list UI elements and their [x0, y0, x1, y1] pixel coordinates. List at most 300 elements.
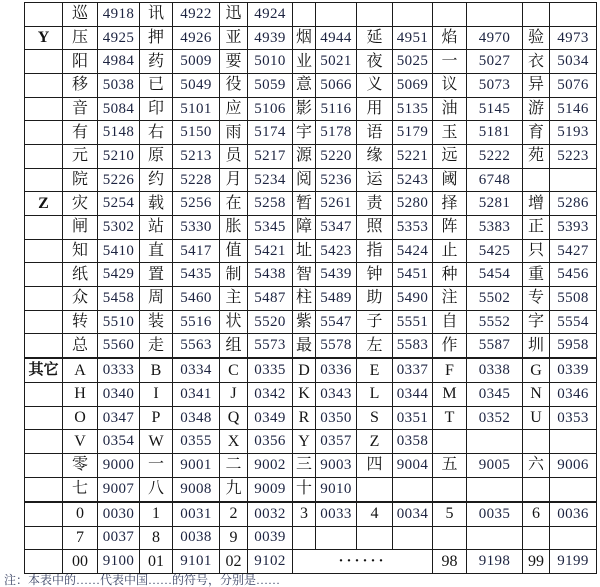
char-cell: 阅 — [293, 168, 316, 192]
code-cell: 0030 — [98, 502, 140, 526]
char-cell: 钟 — [357, 263, 393, 287]
code-cell — [550, 526, 597, 550]
table-row — [25, 216, 597, 240]
code-cell: 5106 — [248, 97, 293, 121]
code-cell: 0351 — [393, 406, 433, 430]
char-cell: H — [63, 383, 98, 407]
char-cell — [523, 430, 550, 454]
table-row — [25, 359, 597, 383]
char-cell: 雨 — [220, 121, 248, 145]
char-cell: 9 — [220, 526, 248, 550]
char-cell: 有 — [63, 121, 98, 145]
code-cell: 0340 — [98, 383, 140, 407]
code-cell: 0033 — [316, 502, 357, 526]
code-cell: 5583 — [393, 334, 433, 358]
code-cell: 0352 — [467, 406, 523, 430]
char-cell — [357, 3, 393, 27]
code-cell: 0337 — [393, 359, 433, 383]
char-cell: O — [63, 406, 98, 430]
char-cell: M — [433, 383, 467, 407]
char-cell: 印 — [140, 97, 173, 121]
code-cell: 0038 — [173, 526, 220, 550]
table-row — [25, 550, 597, 574]
char-cell: 原 — [140, 145, 173, 169]
char-cell: I — [140, 383, 173, 407]
char-cell: 站 — [140, 216, 173, 240]
code-cell: 0348 — [173, 406, 220, 430]
code-cell: 0342 — [248, 383, 293, 407]
code-cell: 5179 — [393, 121, 433, 145]
table-row — [25, 192, 597, 216]
char-cell: A — [63, 359, 98, 383]
code-cell: 5490 — [393, 287, 433, 311]
code-cell: 0357 — [316, 430, 357, 454]
char-cell: E — [357, 359, 393, 383]
char-cell: 自 — [433, 310, 467, 334]
char-cell: 验 — [523, 26, 550, 50]
char-cell: J — [220, 383, 248, 407]
char-cell: 照 — [357, 216, 393, 240]
code-cell: 0343 — [316, 383, 357, 407]
code-cell: 5286 — [550, 192, 597, 216]
code-cell: 0039 — [248, 526, 293, 550]
char-cell: 3 — [293, 502, 316, 526]
code-cell: 5280 — [393, 192, 433, 216]
char-cell: 夜 — [357, 50, 393, 74]
code-cell: 5116 — [316, 97, 357, 121]
code-cell: 5038 — [98, 74, 140, 98]
code-table-body — [25, 3, 597, 574]
code-cell: 5454 — [467, 263, 523, 287]
char-cell: 应 — [220, 97, 248, 121]
code-cell: 5009 — [173, 50, 220, 74]
code-cell: 5210 — [98, 145, 140, 169]
table-row — [25, 526, 597, 550]
code-cell: 9009 — [248, 477, 293, 501]
code-cell: 4973 — [550, 26, 597, 50]
table-row — [25, 287, 597, 311]
char-cell: 要 — [220, 50, 248, 74]
char-cell: 左 — [357, 334, 393, 358]
section-label-cell — [25, 526, 63, 550]
code-cell: 5554 — [550, 310, 597, 334]
char-cell: X — [220, 430, 248, 454]
char-cell: 直 — [140, 239, 173, 263]
char-cell: 七 — [63, 477, 98, 501]
code-cell: 5438 — [248, 263, 293, 287]
code-cell: 5021 — [316, 50, 357, 74]
char-cell: 役 — [220, 74, 248, 98]
char-cell: 元 — [63, 145, 98, 169]
char-cell: 子 — [357, 310, 393, 334]
char-cell: 制 — [220, 263, 248, 287]
code-cell: 0031 — [173, 502, 220, 526]
code-cell: 9008 — [173, 477, 220, 501]
char-cell: T — [433, 406, 467, 430]
char-cell: 游 — [523, 97, 550, 121]
char-cell: 0 — [63, 502, 98, 526]
char-cell: 苑 — [523, 145, 550, 169]
code-cell: 9004 — [393, 454, 433, 478]
code-cell: 5435 — [173, 263, 220, 287]
char-cell: 柱 — [293, 287, 316, 311]
code-cell: 9199 — [550, 550, 597, 574]
char-cell: B — [140, 359, 173, 383]
code-cell: 5353 — [393, 216, 433, 240]
code-cell: 0338 — [467, 359, 523, 383]
code-cell: 5424 — [393, 239, 433, 263]
code-cell: 5069 — [393, 74, 433, 98]
char-cell: 缘 — [357, 145, 393, 169]
code-cell — [550, 168, 597, 192]
char-cell: 员 — [220, 145, 248, 169]
code-cell: 5221 — [393, 145, 433, 169]
code-cell: 0353 — [550, 406, 597, 430]
code-cell: 5254 — [98, 192, 140, 216]
code-cell: 0346 — [550, 383, 597, 407]
section-label-cell — [25, 216, 63, 240]
code-cell: 4925 — [98, 26, 140, 50]
code-cell: 5520 — [248, 310, 293, 334]
table-row — [25, 430, 597, 454]
section-label-cell: Z — [25, 192, 63, 216]
code-cell: 5025 — [393, 50, 433, 74]
char-cell: 三 — [293, 454, 316, 478]
code-cell: 0347 — [98, 406, 140, 430]
code-cell: 0345 — [467, 383, 523, 407]
char-cell: 只 — [523, 239, 550, 263]
section-label-cell — [25, 454, 63, 478]
code-cell: 0354 — [98, 430, 140, 454]
char-cell: 阵 — [433, 216, 467, 240]
code-cell: 5451 — [393, 263, 433, 287]
section-label-cell — [25, 406, 63, 430]
section-label-cell — [25, 239, 63, 263]
code-cell: 9003 — [316, 454, 357, 478]
section-label-cell — [25, 145, 63, 169]
char-cell: 紫 — [293, 310, 316, 334]
char-cell: 源 — [293, 145, 316, 169]
code-cell: 0350 — [316, 406, 357, 430]
code-cell: 5223 — [550, 145, 597, 169]
char-cell: 压 — [63, 26, 98, 50]
code-cell — [550, 430, 597, 454]
code-cell: 5347 — [316, 216, 357, 240]
char-cell: 圳 — [523, 334, 550, 358]
code-cell: 4951 — [393, 26, 433, 50]
section-label-cell — [25, 50, 63, 74]
code-cell: 5516 — [173, 310, 220, 334]
char-cell: 暂 — [293, 192, 316, 216]
code-cell: 0336 — [316, 359, 357, 383]
code-cell: 5059 — [248, 74, 293, 98]
char-cell — [523, 477, 550, 501]
char-cell — [433, 526, 467, 550]
code-cell: 5243 — [393, 168, 433, 192]
code-cell: 5145 — [467, 97, 523, 121]
code-cell: 9101 — [173, 550, 220, 574]
char-cell: 讯 — [140, 3, 173, 27]
char-cell: Z — [357, 430, 393, 454]
char-cell: 责 — [357, 192, 393, 216]
char-cell: 主 — [220, 287, 248, 311]
char-cell: 移 — [63, 74, 98, 98]
section-label-cell — [25, 334, 63, 358]
code-cell: 5563 — [173, 334, 220, 358]
code-cell: 5066 — [316, 74, 357, 98]
code-cell: 5423 — [316, 239, 357, 263]
code-cell: 6748 — [467, 168, 523, 192]
code-cell: 9005 — [467, 454, 523, 478]
code-cell: 9007 — [98, 477, 140, 501]
code-cell: 5220 — [316, 145, 357, 169]
section-label-cell — [25, 168, 63, 192]
char-cell: 状 — [220, 310, 248, 334]
char-cell — [293, 3, 316, 27]
char-cell: 异 — [523, 74, 550, 98]
section-label-cell — [25, 550, 63, 574]
code-cell: 5217 — [248, 145, 293, 169]
code-cell: 4944 — [316, 26, 357, 50]
char-cell: 正 — [523, 216, 550, 240]
char-cell: 障 — [293, 216, 316, 240]
code-cell: 5393 — [550, 216, 597, 240]
char-cell: 闸 — [63, 216, 98, 240]
char-cell: 衣 — [523, 50, 550, 74]
code-cell: 5178 — [316, 121, 357, 145]
code-cell — [393, 477, 433, 501]
char-cell: 98 — [433, 550, 467, 574]
code-cell: 5508 — [550, 287, 597, 311]
code-cell: 5034 — [550, 50, 597, 74]
char-cell: 作 — [433, 334, 467, 358]
char-cell: 增 — [523, 192, 550, 216]
char-cell: 止 — [433, 239, 467, 263]
char-cell — [433, 477, 467, 501]
code-cell: 5456 — [550, 263, 597, 287]
char-cell: 8 — [140, 526, 173, 550]
code-cell: 5458 — [98, 287, 140, 311]
char-cell: 值 — [220, 239, 248, 263]
code-cell: 5417 — [173, 239, 220, 263]
section-label-cell — [25, 263, 63, 287]
code-cell: 9102 — [248, 550, 293, 574]
char-cell: 亚 — [220, 26, 248, 50]
code-cell — [393, 526, 433, 550]
section-label-cell — [25, 3, 63, 27]
char-cell: 胀 — [220, 216, 248, 240]
char-cell: 最 — [293, 334, 316, 358]
code-cell: 5258 — [248, 192, 293, 216]
char-cell: 02 — [220, 550, 248, 574]
table-row — [25, 3, 597, 27]
code-cell: 9002 — [248, 454, 293, 478]
code-cell: 5573 — [248, 334, 293, 358]
char-cell: 总 — [63, 334, 98, 358]
code-cell: 0333 — [98, 359, 140, 383]
code-cell: 5084 — [98, 97, 140, 121]
char-cell: 五 — [433, 454, 467, 478]
char-cell — [523, 168, 550, 192]
char-cell: 育 — [523, 121, 550, 145]
ellipsis-cell: ······ — [293, 550, 433, 574]
char-cell: 装 — [140, 310, 173, 334]
code-cell: 4939 — [248, 26, 293, 50]
char-cell: 音 — [63, 97, 98, 121]
char-cell: 址 — [293, 239, 316, 263]
code-cell: 4922 — [173, 3, 220, 27]
code-cell: 5383 — [467, 216, 523, 240]
code-cell: 5510 — [98, 310, 140, 334]
char-cell: L — [357, 383, 393, 407]
code-cell: 5073 — [467, 74, 523, 98]
code-cell: 0037 — [98, 526, 140, 550]
char-cell: 在 — [220, 192, 248, 216]
code-cell: 5330 — [173, 216, 220, 240]
table-row — [25, 383, 597, 407]
char-cell: 药 — [140, 50, 173, 74]
code-cell: 9010 — [316, 477, 357, 501]
table-row — [25, 239, 597, 263]
code-cell: 0355 — [173, 430, 220, 454]
char-cell: 4 — [357, 502, 393, 526]
char-cell: 00 — [63, 550, 98, 574]
code-cell: 5049 — [173, 74, 220, 98]
char-cell: S — [357, 406, 393, 430]
code-cell: 5578 — [316, 334, 357, 358]
char-cell: 重 — [523, 263, 550, 287]
table-row — [25, 454, 597, 478]
code-cell: 5076 — [550, 74, 597, 98]
char-cell: 二 — [220, 454, 248, 478]
char-cell — [433, 430, 467, 454]
section-label-cell: Y — [25, 26, 63, 50]
table-row — [25, 168, 597, 192]
char-cell: 九 — [220, 477, 248, 501]
code-cell: 4970 — [467, 26, 523, 50]
char-cell: F — [433, 359, 467, 383]
code-cell: 5560 — [98, 334, 140, 358]
code-cell — [316, 3, 357, 27]
char-cell: 组 — [220, 334, 248, 358]
char-cell: 注 — [433, 287, 467, 311]
code-cell: 5489 — [316, 287, 357, 311]
char-cell: 99 — [523, 550, 550, 574]
code-cell: 9006 — [550, 454, 597, 478]
section-label-cell — [25, 502, 63, 526]
char-cell: 专 — [523, 287, 550, 311]
char-cell: 延 — [357, 26, 393, 50]
section-label-cell — [25, 74, 63, 98]
code-cell: 4918 — [98, 3, 140, 27]
code-cell: 0339 — [550, 359, 597, 383]
code-cell: 5547 — [316, 310, 357, 334]
code-cell: 5150 — [173, 121, 220, 145]
char-cell: Y — [293, 430, 316, 454]
code-cell — [467, 430, 523, 454]
code-cell — [467, 526, 523, 550]
char-cell: 迅 — [220, 3, 248, 27]
code-cell: 0349 — [248, 406, 293, 430]
char-cell: K — [293, 383, 316, 407]
char-cell: 纸 — [63, 263, 98, 287]
char-cell: 6 — [523, 502, 550, 526]
code-cell: 5174 — [248, 121, 293, 145]
section-label-cell — [25, 121, 63, 145]
char-cell: 义 — [357, 74, 393, 98]
code-cell: 9000 — [98, 454, 140, 478]
code-cell: 5281 — [467, 192, 523, 216]
code-cell: 0356 — [248, 430, 293, 454]
char-cell: 字 — [523, 310, 550, 334]
code-cell: 5226 — [98, 168, 140, 192]
code-cell: 5421 — [248, 239, 293, 263]
code-cell: 4984 — [98, 50, 140, 74]
section-label-cell — [25, 287, 63, 311]
code-cell: 5101 — [173, 97, 220, 121]
section-label-cell — [25, 383, 63, 407]
code-cell: 9100 — [98, 550, 140, 574]
char-cell — [357, 477, 393, 501]
code-cell: 5010 — [248, 50, 293, 74]
char-cell: P — [140, 406, 173, 430]
char-cell: 转 — [63, 310, 98, 334]
table-row — [25, 334, 597, 358]
char-cell: 周 — [140, 287, 173, 311]
section-label-cell: 其它 — [25, 359, 63, 383]
char-cell: 六 — [523, 454, 550, 478]
code-cell — [550, 477, 597, 501]
table-row — [25, 502, 597, 526]
char-cell — [293, 526, 316, 550]
code-cell: 5345 — [248, 216, 293, 240]
code-cell — [316, 526, 357, 550]
code-cell: 5502 — [467, 287, 523, 311]
char-cell: W — [140, 430, 173, 454]
table-row — [25, 97, 597, 121]
table-row — [25, 477, 597, 501]
char-cell: 已 — [140, 74, 173, 98]
char-cell: 远 — [433, 145, 467, 169]
code-cell: 5261 — [316, 192, 357, 216]
char-cell: 智 — [293, 263, 316, 287]
char-cell: 运 — [357, 168, 393, 192]
code-cell — [467, 3, 523, 27]
char-cell: C — [220, 359, 248, 383]
char-cell — [523, 3, 550, 27]
char-cell: 焰 — [433, 26, 467, 50]
code-cell: 4924 — [248, 3, 293, 27]
char-cell: 助 — [357, 287, 393, 311]
code-cell: 5148 — [98, 121, 140, 145]
code-cell: 0035 — [467, 502, 523, 526]
code-cell: 5551 — [393, 310, 433, 334]
char-cell: 2 — [220, 502, 248, 526]
char-cell: 1 — [140, 502, 173, 526]
code-cell: 5213 — [173, 145, 220, 169]
code-cell: 0341 — [173, 383, 220, 407]
code-cell: 5146 — [550, 97, 597, 121]
code-cell — [393, 3, 433, 27]
table-row — [25, 74, 597, 98]
char-cell: 巡 — [63, 3, 98, 27]
char-cell: 5 — [433, 502, 467, 526]
char-cell: 7 — [63, 526, 98, 550]
code-cell: 5236 — [316, 168, 357, 192]
char-cell: 指 — [357, 239, 393, 263]
code-cell: 0358 — [393, 430, 433, 454]
char-cell: 宇 — [293, 121, 316, 145]
